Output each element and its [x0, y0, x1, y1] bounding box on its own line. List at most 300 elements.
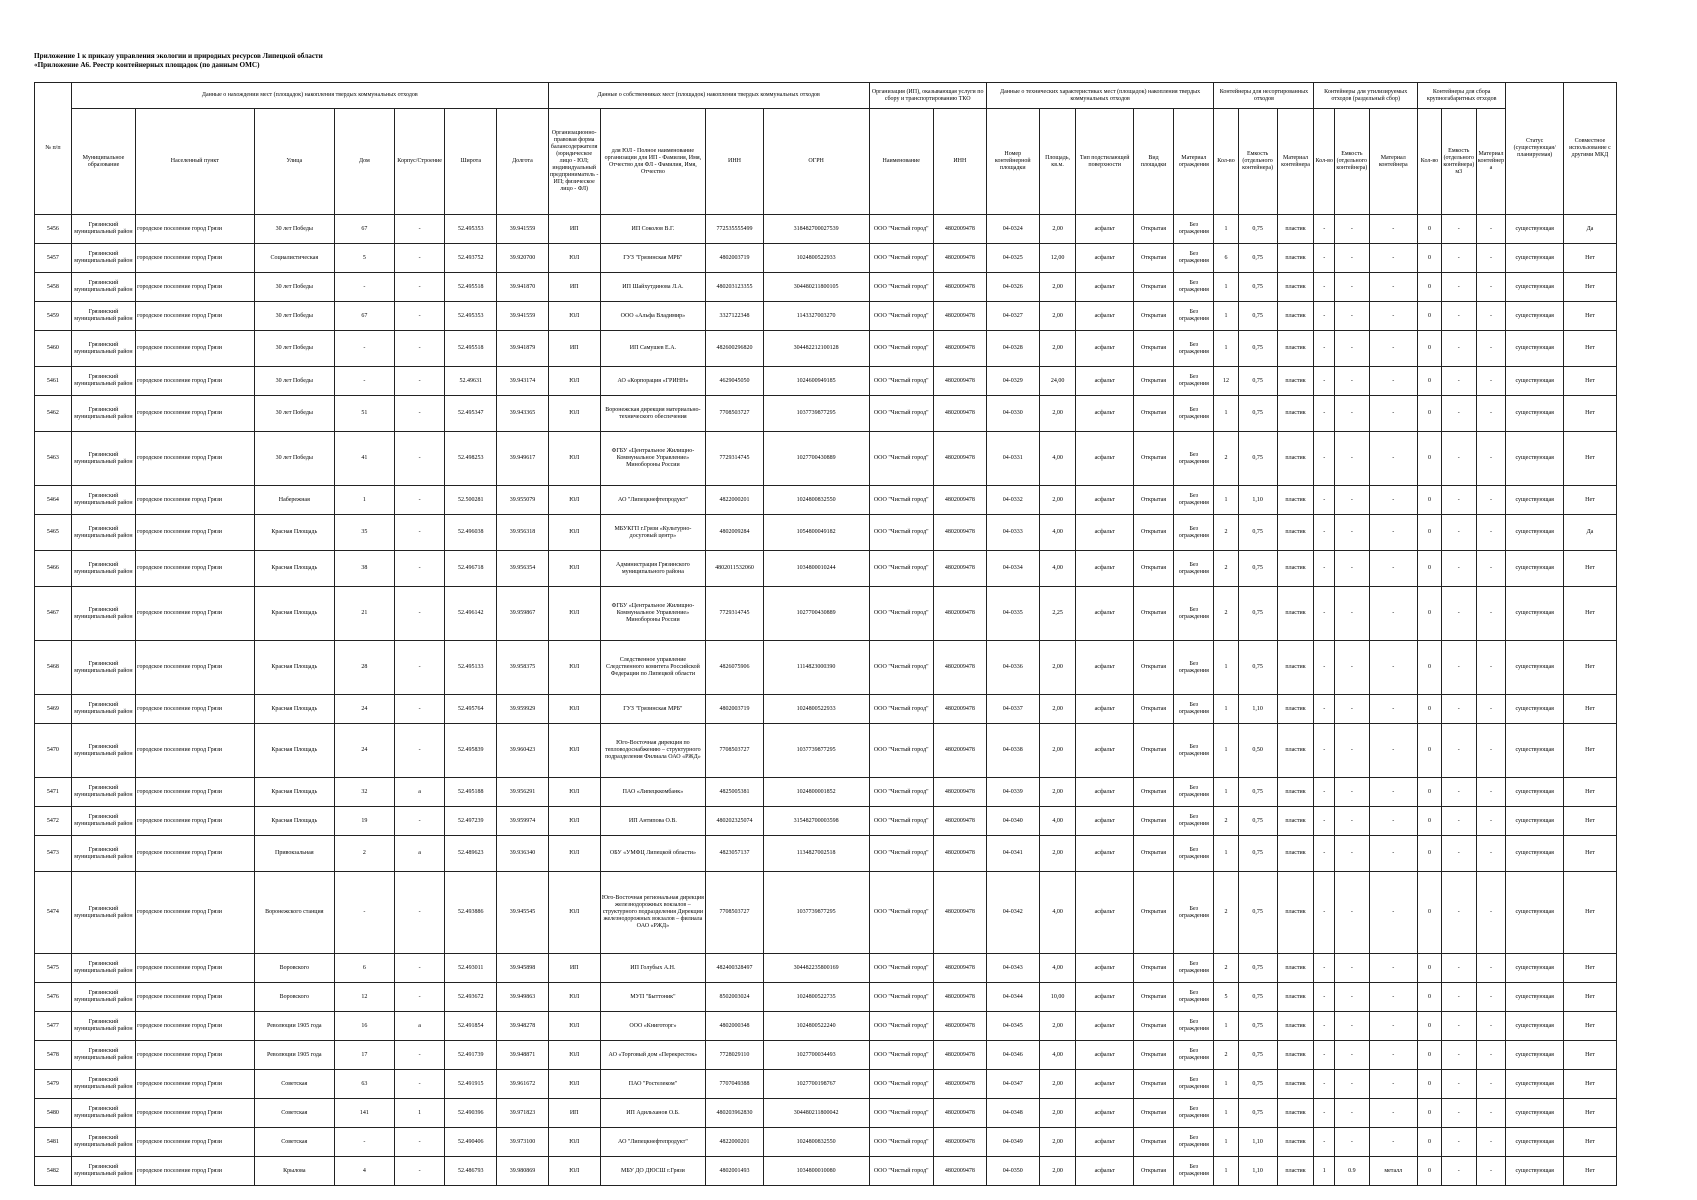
- cell-bulky-count: 0: [1417, 1070, 1441, 1099]
- cell-site-number: 04-0345: [986, 1012, 1039, 1041]
- cell-bulky-material: -: [1476, 1128, 1506, 1157]
- cell-latitude: 52.496038: [445, 515, 497, 551]
- cell-site-type: Открытая: [1133, 724, 1173, 778]
- table-row: [35, 1099, 1617, 1128]
- cell-num: 5456: [35, 215, 72, 244]
- cell-recyclable-count: -: [1314, 1128, 1335, 1157]
- table-row: [35, 551, 1617, 587]
- cell-settlement: городское поселение город Грязи: [136, 244, 254, 273]
- cell-longitude: 39.943174: [497, 367, 549, 396]
- cell-unsorted-capacity: 0,75: [1238, 1012, 1277, 1041]
- cell-unsorted-count: 1: [1214, 1157, 1238, 1186]
- cell-unsorted-material: пластик: [1277, 1099, 1314, 1128]
- cell-num: 5460: [35, 331, 72, 367]
- cell-unsorted-material: пластик: [1277, 641, 1314, 695]
- cell-owner-inn: 4802003719: [706, 695, 763, 724]
- cell-building: -: [394, 872, 445, 954]
- cell-unsorted-material: пластик: [1277, 432, 1314, 486]
- col-surface: Тип подстилающей поверхности: [1076, 109, 1133, 215]
- group-bulky: Контейнеры для сбора крупногабаритных отходов: [1417, 83, 1506, 109]
- table-row: [35, 872, 1617, 954]
- col-bulky-material: Материал контейнера: [1476, 109, 1506, 215]
- cell-operator-name: ООО "Чистый город": [869, 954, 933, 983]
- cell-house: 2: [335, 836, 395, 872]
- cell-building: -: [394, 244, 445, 273]
- cell-owner-inn: 7708503727: [706, 872, 763, 954]
- cell-municipality: Грязинский муниципальный район: [71, 983, 135, 1012]
- cell-unsorted-capacity: 0,75: [1238, 1099, 1277, 1128]
- cell-latitude: 52.493672: [445, 983, 497, 1012]
- cell-legal-form: ЮЛ: [548, 432, 600, 486]
- cell-status: существующая: [1506, 641, 1563, 695]
- cell-operator-inn: 4802009478: [933, 396, 986, 432]
- cell-settlement: городское поселение город Грязи: [136, 302, 254, 331]
- cell-unsorted-material: пластик: [1277, 1128, 1314, 1157]
- cell-legal-form: ЮЛ: [548, 587, 600, 641]
- table-row: [35, 396, 1617, 432]
- cell-fence: Без ограждения: [1174, 486, 1214, 515]
- cell-building: -: [394, 331, 445, 367]
- cell-owner-ogrn: 1143327003270: [763, 302, 869, 331]
- cell-bulky-material: -: [1476, 515, 1506, 551]
- cell-site-number: 04-0330: [986, 396, 1039, 432]
- cell-longitude: 39.956318: [497, 515, 549, 551]
- group-unsorted: Контейнеры для несортированных отходов: [1214, 83, 1314, 109]
- cell-operator-inn: 4802009478: [933, 367, 986, 396]
- cell-bulky-material: -: [1476, 695, 1506, 724]
- cell-municipality: Грязинский муниципальный район: [71, 215, 135, 244]
- cell-num: 5477: [35, 1012, 72, 1041]
- cell-recyclable-count: -: [1314, 432, 1335, 486]
- cell-unsorted-count: 2: [1214, 954, 1238, 983]
- cell-legal-form: ЮЛ: [548, 807, 600, 836]
- cell-building: -: [394, 1041, 445, 1070]
- cell-operator-inn: 4802009478: [933, 302, 986, 331]
- cell-owner-inn: 8502003024: [706, 983, 763, 1012]
- cell-unsorted-count: 1: [1214, 778, 1238, 807]
- cell-bulky-count: 0: [1417, 872, 1441, 954]
- cell-street: Воровского: [254, 983, 334, 1012]
- cell-status: существующая: [1506, 1099, 1563, 1128]
- cell-longitude: 39.973100: [497, 1128, 549, 1157]
- cell-recyclable-material: -: [1369, 1012, 1417, 1041]
- cell-legal-form: ЮЛ: [548, 486, 600, 515]
- cell-municipality: Грязинский муниципальный район: [71, 872, 135, 954]
- cell-area: 2,00: [1039, 1070, 1076, 1099]
- cell-area: 2,00: [1039, 836, 1076, 872]
- cell-longitude: 39.945898: [497, 954, 549, 983]
- cell-owner-ogrn: 1024800832550: [763, 1128, 869, 1157]
- cell-operator-inn: 4802009478: [933, 1070, 986, 1099]
- cell-settlement: городское поселение город Грязи: [136, 695, 254, 724]
- cell-area: 4,00: [1039, 872, 1076, 954]
- cell-bulky-material: -: [1476, 872, 1506, 954]
- cell-fence: Без ограждения: [1174, 807, 1214, 836]
- cell-site-type: Открытая: [1133, 244, 1173, 273]
- cell-longitude: 39.980869: [497, 1157, 549, 1186]
- cell-unsorted-material: пластик: [1277, 1041, 1314, 1070]
- cell-house: 141: [335, 1099, 395, 1128]
- cell-operator-inn: 4802009478: [933, 331, 986, 367]
- cell-area: 2,00: [1039, 331, 1076, 367]
- cell-unsorted-capacity: 0,75: [1238, 396, 1277, 432]
- cell-fence: Без ограждения: [1174, 954, 1214, 983]
- cell-surface: асфальт: [1076, 778, 1133, 807]
- cell-bulky-material: -: [1476, 486, 1506, 515]
- cell-operator-inn: 4802009478: [933, 244, 986, 273]
- cell-bulky-count: 0: [1417, 367, 1441, 396]
- cell-site-type: Открытая: [1133, 486, 1173, 515]
- cell-site-number: 04-0328: [986, 331, 1039, 367]
- cell-unsorted-material: пластик: [1277, 587, 1314, 641]
- cell-operator-name: ООО "Чистый город": [869, 1070, 933, 1099]
- cell-recyclable-material: -: [1369, 778, 1417, 807]
- cell-settlement: городское поселение город Грязи: [136, 331, 254, 367]
- cell-shared: Нет: [1563, 983, 1616, 1012]
- cell-house: 35: [335, 515, 395, 551]
- cell-bulky-material: -: [1476, 551, 1506, 587]
- cell-operator-inn: 4802009478: [933, 836, 986, 872]
- cell-status: существующая: [1506, 807, 1563, 836]
- col-recyclable-material: Материал контейнера: [1369, 109, 1417, 215]
- cell-num: 5482: [35, 1157, 72, 1186]
- cell-owner-inn: 480202325074: [706, 807, 763, 836]
- cell-house: 12: [335, 983, 395, 1012]
- cell-longitude: 39.959974: [497, 807, 549, 836]
- cell-status: существующая: [1506, 396, 1563, 432]
- cell-longitude: 39.936340: [497, 836, 549, 872]
- cell-unsorted-count: 6: [1214, 244, 1238, 273]
- cell-street: Красная Площадь: [254, 551, 334, 587]
- cell-surface: асфальт: [1076, 1041, 1133, 1070]
- cell-settlement: городское поселение город Грязи: [136, 872, 254, 954]
- cell-owner-inn: 4822000201: [706, 1128, 763, 1157]
- cell-num: 5478: [35, 1041, 72, 1070]
- cell-unsorted-capacity: 0,75: [1238, 587, 1277, 641]
- cell-recyclable-material: -: [1369, 396, 1417, 432]
- cell-recyclable-material: -: [1369, 244, 1417, 273]
- cell-municipality: Грязинский муниципальный район: [71, 807, 135, 836]
- cell-bulky-material: -: [1476, 954, 1506, 983]
- cell-bulky-capacity: -: [1442, 432, 1476, 486]
- cell-unsorted-material: пластик: [1277, 515, 1314, 551]
- cell-recyclable-count: -: [1314, 872, 1335, 954]
- cell-bulky-capacity: -: [1442, 396, 1476, 432]
- table-row: [35, 486, 1617, 515]
- cell-building: -: [394, 396, 445, 432]
- cell-longitude: 39.958375: [497, 641, 549, 695]
- cell-recyclable-capacity: -: [1335, 331, 1369, 367]
- col-bulky-count: Кол-во: [1417, 109, 1441, 215]
- cell-recyclable-capacity: -: [1335, 273, 1369, 302]
- cell-fence: Без ограждения: [1174, 1157, 1214, 1186]
- cell-shared: Нет: [1563, 836, 1616, 872]
- cell-fence: Без ограждения: [1174, 1128, 1214, 1157]
- cell-recyclable-count: -: [1314, 807, 1335, 836]
- cell-latitude: 52.491854: [445, 1012, 497, 1041]
- cell-unsorted-count: 1: [1214, 1012, 1238, 1041]
- cell-fence: Без ограждения: [1174, 432, 1214, 486]
- table-header: [35, 83, 1617, 215]
- cell-street: 30 лет Победы: [254, 215, 334, 244]
- cell-latitude: 52.495188: [445, 778, 497, 807]
- cell-owner-inn: 3327122348: [706, 302, 763, 331]
- cell-shared: Нет: [1563, 1157, 1616, 1186]
- cell-status: существующая: [1506, 515, 1563, 551]
- cell-municipality: Грязинский муниципальный район: [71, 1157, 135, 1186]
- col-unsorted-capacity: Емкость (отдельного контейнера): [1238, 109, 1277, 215]
- cell-building: -: [394, 302, 445, 331]
- cell-recyclable-count: -: [1314, 244, 1335, 273]
- cell-bulky-material: -: [1476, 1157, 1506, 1186]
- cell-owner-ogrn: 1034800010080: [763, 1157, 869, 1186]
- cell-unsorted-count: 2: [1214, 551, 1238, 587]
- cell-municipality: Грязинский муниципальный район: [71, 1128, 135, 1157]
- cell-area: 2,00: [1039, 1099, 1076, 1128]
- cell-owner-name: ФГБУ «Центральное Жилищно-Коммунальное Управление» Минобороны России: [600, 432, 706, 486]
- cell-municipality: Грязинский муниципальный район: [71, 432, 135, 486]
- cell-owner-ogrn: 1024800001852: [763, 778, 869, 807]
- cell-shared: Нет: [1563, 486, 1616, 515]
- cell-unsorted-material: пластик: [1277, 244, 1314, 273]
- cell-recyclable-capacity: 0.9: [1335, 1157, 1369, 1186]
- table-row: [35, 587, 1617, 641]
- cell-recyclable-capacity: -: [1335, 1128, 1369, 1157]
- cell-area: 24,00: [1039, 367, 1076, 396]
- cell-municipality: Грязинский муниципальный район: [71, 551, 135, 587]
- cell-longitude: 39.971823: [497, 1099, 549, 1128]
- cell-bulky-capacity: -: [1442, 872, 1476, 954]
- cell-num: 5457: [35, 244, 72, 273]
- cell-area: 2,00: [1039, 1128, 1076, 1157]
- cell-street: Красная Площадь: [254, 515, 334, 551]
- cell-unsorted-count: 1: [1214, 302, 1238, 331]
- cell-shared: Нет: [1563, 807, 1616, 836]
- cell-house: -: [335, 273, 395, 302]
- cell-owner-inn: 4802001493: [706, 1157, 763, 1186]
- cell-bulky-material: -: [1476, 587, 1506, 641]
- cell-bulky-capacity: -: [1442, 983, 1476, 1012]
- cell-shared: Нет: [1563, 1128, 1616, 1157]
- cell-unsorted-capacity: 0,50: [1238, 724, 1277, 778]
- cell-area: 2,00: [1039, 396, 1076, 432]
- cell-unsorted-count: 2: [1214, 432, 1238, 486]
- cell-shared: Да: [1563, 215, 1616, 244]
- cell-shared: Нет: [1563, 954, 1616, 983]
- cell-house: -: [335, 367, 395, 396]
- cell-operator-inn: 4802009478: [933, 1099, 986, 1128]
- cell-recyclable-count: -: [1314, 1070, 1335, 1099]
- cell-legal-form: ИП: [548, 954, 600, 983]
- cell-building: -: [394, 1157, 445, 1186]
- cell-operator-inn: 4802009478: [933, 1041, 986, 1070]
- cell-house: 5: [335, 244, 395, 273]
- table-row: [35, 367, 1617, 396]
- cell-street: Красная Площадь: [254, 778, 334, 807]
- cell-street: Революции 1905 года: [254, 1041, 334, 1070]
- cell-settlement: городское поселение город Грязи: [136, 983, 254, 1012]
- cell-longitude: 39.949617: [497, 432, 549, 486]
- cell-surface: асфальт: [1076, 273, 1133, 302]
- cell-owner-name: Юго-Восточная дирекция по тепловодоснабжению – структурного подразделения Филиала ОАО «РЖД»: [600, 724, 706, 778]
- cell-unsorted-material: пластик: [1277, 983, 1314, 1012]
- cell-surface: асфальт: [1076, 587, 1133, 641]
- col-owner-ogrn: ОГРН: [763, 109, 869, 215]
- cell-recyclable-capacity: -: [1335, 302, 1369, 331]
- heading-line-1: Приложение 1 к приказу управления экологии и природных ресурсов Липецкой области: [34, 52, 323, 60]
- cell-municipality: Грязинский муниципальный район: [71, 724, 135, 778]
- cell-bulky-material: -: [1476, 778, 1506, 807]
- cell-bulky-material: -: [1476, 331, 1506, 367]
- cell-legal-form: ЮЛ: [548, 1070, 600, 1099]
- cell-fence: Без ограждения: [1174, 1012, 1214, 1041]
- cell-unsorted-material: пластик: [1277, 695, 1314, 724]
- cell-owner-name: МУП "Быттоник": [600, 983, 706, 1012]
- cell-recyclable-count: -: [1314, 302, 1335, 331]
- cell-bulky-capacity: -: [1442, 486, 1476, 515]
- cell-site-type: Открытая: [1133, 807, 1173, 836]
- cell-bulky-material: -: [1476, 1041, 1506, 1070]
- cell-settlement: городское поселение город Грязи: [136, 1099, 254, 1128]
- cell-status: существующая: [1506, 872, 1563, 954]
- cell-building: а: [394, 836, 445, 872]
- cell-status: существующая: [1506, 778, 1563, 807]
- cell-owner-name: ИП Самушев Е.А.: [600, 331, 706, 367]
- cell-unsorted-capacity: 0,75: [1238, 641, 1277, 695]
- cell-street: 30 лет Победы: [254, 302, 334, 331]
- cell-settlement: городское поселение город Грязи: [136, 587, 254, 641]
- cell-shared: Нет: [1563, 587, 1616, 641]
- cell-status: существующая: [1506, 331, 1563, 367]
- cell-bulky-material: -: [1476, 807, 1506, 836]
- cell-bulky-material: -: [1476, 1070, 1506, 1099]
- cell-latitude: 52.495518: [445, 331, 497, 367]
- cell-bulky-count: 0: [1417, 331, 1441, 367]
- cell-surface: асфальт: [1076, 1070, 1133, 1099]
- cell-num: 5471: [35, 778, 72, 807]
- cell-num: 5467: [35, 587, 72, 641]
- cell-settlement: городское поселение город Грязи: [136, 1157, 254, 1186]
- cell-area: 2,00: [1039, 778, 1076, 807]
- cell-street: Советская: [254, 1099, 334, 1128]
- cell-unsorted-count: 2: [1214, 807, 1238, 836]
- cell-recyclable-count: -: [1314, 983, 1335, 1012]
- cell-bulky-material: -: [1476, 273, 1506, 302]
- cell-street: 30 лет Победы: [254, 396, 334, 432]
- cell-owner-name: МБУКГП г.Грязи «Культурно-досуговый центр»: [600, 515, 706, 551]
- cell-owner-ogrn: 1024800522735: [763, 983, 869, 1012]
- cell-unsorted-material: пластик: [1277, 331, 1314, 367]
- group-tech: Данные о технических характеристиках мест (площадок) накопления твердых коммунальных отходов: [986, 83, 1214, 109]
- cell-shared: Нет: [1563, 778, 1616, 807]
- cell-owner-name: ИП Шайхутдинова Л.А.: [600, 273, 706, 302]
- cell-operator-inn: 4802009478: [933, 778, 986, 807]
- cell-bulky-capacity: -: [1442, 215, 1476, 244]
- col-site-number: Номер контейнерной площадки: [986, 109, 1039, 215]
- col-owner-name: для ЮЛ - Полное наименование организации для ИП - Фамилия, Имя, Отчество для ФЛ - Фамилия, Имя, Отчество: [600, 109, 706, 215]
- cell-latitude: 52.495518: [445, 273, 497, 302]
- cell-fence: Без ограждения: [1174, 778, 1214, 807]
- cell-latitude: 52.496142: [445, 587, 497, 641]
- cell-unsorted-capacity: 0,75: [1238, 515, 1277, 551]
- cell-site-number: 04-0325: [986, 244, 1039, 273]
- cell-surface: асфальт: [1076, 432, 1133, 486]
- cell-operator-name: ООО "Чистый город": [869, 244, 933, 273]
- cell-legal-form: ЮЛ: [548, 1012, 600, 1041]
- cell-bulky-count: 0: [1417, 215, 1441, 244]
- table-row: [35, 302, 1617, 331]
- cell-site-type: Открытая: [1133, 432, 1173, 486]
- cell-building: -: [394, 641, 445, 695]
- cell-bulky-count: 0: [1417, 836, 1441, 872]
- cell-shared: Нет: [1563, 244, 1616, 273]
- cell-owner-ogrn: 1037739877295: [763, 872, 869, 954]
- cell-bulky-capacity: -: [1442, 515, 1476, 551]
- cell-operator-inn: 4802009478: [933, 1157, 986, 1186]
- cell-bulky-count: 0: [1417, 1041, 1441, 1070]
- cell-area: 4,00: [1039, 1041, 1076, 1070]
- cell-bulky-capacity: -: [1442, 551, 1476, 587]
- cell-recyclable-count: -: [1314, 273, 1335, 302]
- cell-surface: асфальт: [1076, 215, 1133, 244]
- cell-unsorted-count: 1: [1214, 836, 1238, 872]
- cell-latitude: 52.495839: [445, 724, 497, 778]
- cell-status: существующая: [1506, 1157, 1563, 1186]
- cell-legal-form: ЮЛ: [548, 724, 600, 778]
- cell-unsorted-material: пластик: [1277, 954, 1314, 983]
- table-row: [35, 432, 1617, 486]
- cell-street: Советская: [254, 1070, 334, 1099]
- cell-operator-name: ООО "Чистый город": [869, 367, 933, 396]
- cell-site-type: Открытая: [1133, 954, 1173, 983]
- cell-latitude: 52.491739: [445, 1041, 497, 1070]
- cell-operator-inn: 4802009478: [933, 273, 986, 302]
- cell-status: существующая: [1506, 367, 1563, 396]
- cell-longitude: 39.948871: [497, 1041, 549, 1070]
- col-municipality: Муниципальное образование: [71, 109, 135, 215]
- cell-shared: Да: [1563, 515, 1616, 551]
- cell-recyclable-material: -: [1369, 432, 1417, 486]
- cell-unsorted-material: пластик: [1277, 1157, 1314, 1186]
- cell-building: -: [394, 807, 445, 836]
- cell-street: Красная Площадь: [254, 587, 334, 641]
- cell-bulky-material: -: [1476, 302, 1506, 331]
- cell-area: 4,00: [1039, 515, 1076, 551]
- cell-area: 12,00: [1039, 244, 1076, 273]
- cell-house: 63: [335, 1070, 395, 1099]
- cell-building: -: [394, 1070, 445, 1099]
- cell-owner-ogrn: 318482700027539: [763, 215, 869, 244]
- cell-shared: Нет: [1563, 1041, 1616, 1070]
- cell-site-number: 04-0349: [986, 1128, 1039, 1157]
- table-row: [35, 807, 1617, 836]
- cell-fence: Без ограждения: [1174, 302, 1214, 331]
- cell-owner-name: МБУ ДО ДЮСШ г.Грязи: [600, 1157, 706, 1186]
- cell-municipality: Грязинский муниципальный район: [71, 244, 135, 273]
- cell-settlement: городское поселение город Грязи: [136, 432, 254, 486]
- cell-operator-name: ООО "Чистый город": [869, 551, 933, 587]
- cell-legal-form: ЮЛ: [548, 695, 600, 724]
- cell-site-type: Открытая: [1133, 641, 1173, 695]
- cell-building: а: [394, 778, 445, 807]
- cell-operator-inn: 4802009478: [933, 872, 986, 954]
- cell-owner-ogrn: 1024800522933: [763, 244, 869, 273]
- cell-fence: Без ограждения: [1174, 1070, 1214, 1099]
- cell-owner-name: АО "Липецкнефтепродукт": [600, 486, 706, 515]
- cell-bulky-capacity: -: [1442, 1041, 1476, 1070]
- cell-unsorted-capacity: 0,75: [1238, 836, 1277, 872]
- col-recyclable-count: Кол-во: [1314, 109, 1335, 215]
